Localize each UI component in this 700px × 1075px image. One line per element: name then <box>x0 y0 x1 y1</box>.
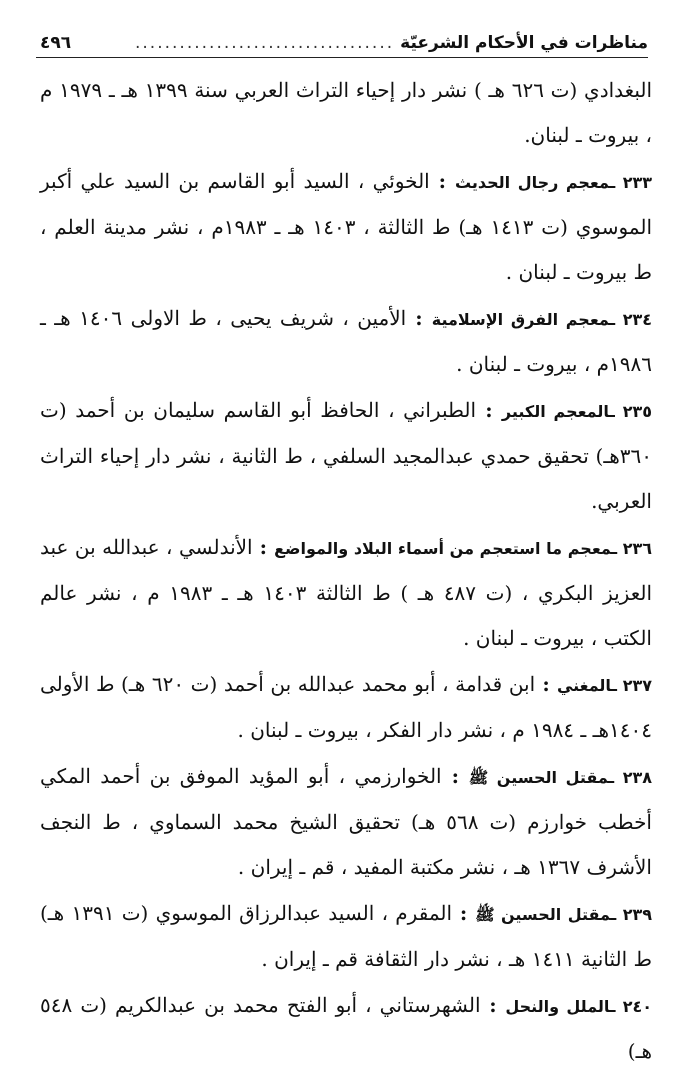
entry-text: الخوارزمي ، أبو المؤيد الموفق بن أحمد المكي أخطب خوارزم (ت ٥٦٨ هـ) تحقيق الشيخ محمد السماوي ، ط النجف الأشرف ١٣٦٧ هـ ، نشر مكتبة المفيد ، قم ـ إيران . <box>40 764 652 879</box>
entry-title: معجم رجال الحديث <box>454 173 610 192</box>
running-header <box>36 24 648 58</box>
bibliography-entry: ٢٤٠ ـالملل والنحل : الشهرستاني ، أبو الفتح محمد بن عبدالكريم (ت ٥٤٨ هـ) <box>40 993 653 1063</box>
entry-text: الخوئي ، السيد أبو القاسم بن السيد علي أكبر الموسوي (ت ١٤١٣ هـ) ط الثالثة ، ١٤٠٣ هـ ـ ١٩٨٣م ، نشر مدينة العلم ، ط بيروت ـ لبنان . <box>40 169 653 284</box>
entry-number: ٢٣٣ ـ <box>609 173 652 192</box>
bibliography-entry: ٢٣٨ ـمقتل الحسين ﷺ : الخوارزمي ، أبو المؤيد الموفق بن أحمد المكي أخطب خوارزم (ت ٥٦٨ هـ) تحقيق الشيخ محمد السماوي ، ط النجف الأشرف ١٣٦٧ هـ ، نشر مكتبة المفيد ، قم ـ إيران . <box>40 764 652 879</box>
entry-number: ٢٣٦ ـ <box>611 539 653 558</box>
entry-text: الشهرستاني ، أبو الفتح محمد بن عبدالكريم (ت ٥٤٨ هـ) <box>40 993 652 1063</box>
entry-text: البغدادي (ت ٦٢٦ هـ ) نشر دار إحياء التراث العربي سنة ١٣٩٩ هـ ـ ١٩٧٩ م ، بيروت ـ لبنان. <box>40 78 653 147</box>
entry-text: ابن قدامة ، أبو محمد عبدالله بن أحمد (ت ٦٢٠ هـ) ط الأولى ١٤٠٤هـ ـ ١٩٨٤ م ، نشر دار الفكر ، بيروت ـ لبنان . <box>40 672 652 742</box>
leader-dots: ................................... <box>135 33 395 53</box>
entry-number: ٢٣٥ ـ <box>609 402 653 421</box>
bibliography-entry: ٢٣٧ ـالمغني : ابن قدامة ، أبو محمد عبدالله بن أحمد (ت ٦٢٠ هـ) ط الأولى ١٤٠٤هـ ـ ١٩٨٤ م ، نشر دار الفكر ، بيروت ـ لبنان . <box>40 672 652 742</box>
entry-number: ٢٣٤ ـ <box>609 310 653 329</box>
entry-number: ٢٣٩ ـ <box>610 905 653 924</box>
bibliography-entry: ٢٣٥ ـالمعجم الكبير : الطبراني ، الحافظ أبو القاسم سليمان بن أحمد (ت ٣٦٠هـ) تحقيق حمدي عبدالمجيد السلفي ، ط الثانية ، نشر دار إحياء التراث العربي. <box>40 398 653 513</box>
entry-number: ٢٣٨ ـ <box>608 768 652 787</box>
entry-number: ٢٣٧ ـ <box>611 676 652 695</box>
entry-title: الملل والنحل <box>505 997 610 1016</box>
bibliography-list <box>40 68 652 1075</box>
entry-text: المقرم ، السيد عبدالرزاق الموسوي (ت ١٣٩١ هـ) ط الثانية ١٤١١ هـ ، نشر دار الثقافة قم ـ إيران . <box>40 901 652 971</box>
entry-title: مقتل الحسين ﷺ <box>468 768 609 787</box>
entry-title: المعجم الكبير <box>501 402 610 421</box>
entry-title: معجم ما استعجم من أسماء البلاد والمواضع <box>274 539 612 558</box>
entry-number: ٢٤٠ ـ <box>609 997 653 1016</box>
entry-title: المغني <box>556 676 612 695</box>
bibliography-entry <box>40 68 652 158</box>
bibliography-entry: ٢٣٤ ـمعجم الفرق الإسلامية : الأمين ، شريف يحيى ، ط الاولى ١٤٠٦ هـ ـ ١٩٨٦م ، بيروت ـ لبنان . <box>40 306 653 376</box>
bibliography-entry: ٢٣٣ ـمعجم رجال الحديث : الخوئي ، السيد أبو القاسم بن السيد علي أكبر الموسوي (ت ١٤١٣ هـ) ط الثالثة ، ١٤٠٣ هـ ـ ١٩٨٣م ، نشر مدينة العلم ، ط بيروت ـ لبنان . <box>40 169 653 284</box>
page-number: ٤٩٦ <box>40 33 72 53</box>
entry-text: الأندلسي ، عبدالله بن عبد العزيز البكري ، (ت ٤٨٧ هـ ) ط الثالثة ١٤٠٣ هـ ـ ١٩٨٣ م ، نشر عالم الكتب ، بيروت ـ لبنان . <box>40 535 652 650</box>
running-title: مناظرات في الأحكام الشرعيّة <box>400 33 648 53</box>
entry-text: الأمين ، شريف يحيى ، ط الاولى ١٤٠٦ هـ ـ ١٩٨٦م ، بيروت ـ لبنان . <box>40 306 652 376</box>
bibliography-entry: ٢٣٦ ـمعجم ما استعجم من أسماء البلاد والمواضع : الأندلسي ، عبدالله بن عبد العزيز البكري ، (ت ٤٨٧ هـ ) ط الثالثة ١٤٠٣ هـ ـ ١٩٨٣ م ، نشر عالم الكتب ، بيروت ـ لبنان . <box>40 535 653 650</box>
bibliography-entry: ٢٣٩ ـمقتل الحسين ﷺ : المقرم ، السيد عبدالرزاق الموسوي (ت ١٣٩١ هـ) ط الثانية ١٤١١ هـ ، نشر دار الثقافة قم ـ إيران . <box>40 901 653 971</box>
entry-text: الطبراني ، الحافظ أبو القاسم سليمان بن أحمد (ت ٣٦٠هـ) تحقيق حمدي عبدالمجيد السلفي ، ط الثانية ، نشر دار إحياء التراث العربي. <box>40 398 652 513</box>
entry-title: مقتل الحسين ﷺ <box>475 905 611 924</box>
entry-title: معجم الفرق الإسلامية <box>431 310 610 329</box>
